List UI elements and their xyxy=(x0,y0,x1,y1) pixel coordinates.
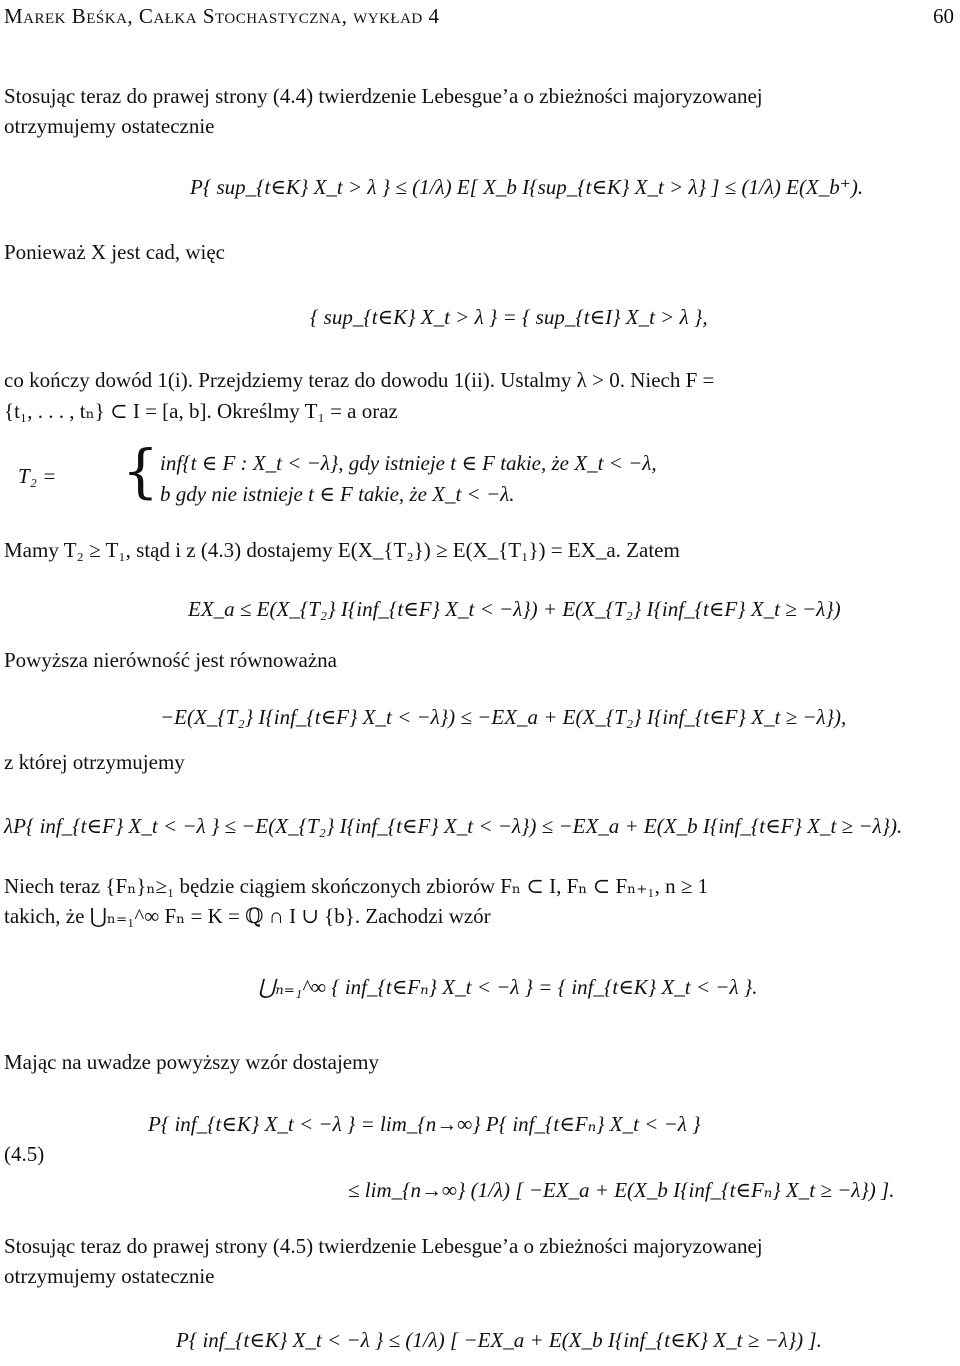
equation-lambda-p: λP{ inf_{t∈F} X_t < −λ } ≤ −E(X_{T₂} I{inf_{t∈F} X_t < −λ}) ≤ −EX_a + E(X_b I{inf_{t∈F} X_t ≥ −λ}). xyxy=(4,814,903,838)
paragraph-line: Stosując teraz do prawej strony (4.5) twierdzenie Lebesgue’a o zbieżności majoryzowanej xyxy=(4,1234,763,1258)
paragraph-line: takich, że ⋃ₙ₌₁^∞ Fₙ = K = ℚ ∩ I ∪ {b}. Zachodzi wzór xyxy=(4,904,491,928)
paragraph-line: otrzymujemy ostatecznie xyxy=(4,114,215,138)
paragraph-line: Mając na uwadze powyższy wzór dostajemy xyxy=(4,1050,379,1074)
equation-final: P{ inf_{t∈K} X_t < −λ } ≤ (1/λ) [ −EX_a + E(X_b I{inf_{t∈K} X_t ≥ −λ}) ]. xyxy=(176,1328,822,1352)
equation-limit-line1: P{ inf_{t∈K} X_t < −λ } = lim_{n→∞} P{ inf_{t∈Fₙ} X_t < −λ } xyxy=(148,1112,701,1136)
paragraph-line: Ponieważ X jest cad, więc xyxy=(4,240,226,264)
paragraph-line: Mamy T₂ ≥ T₁, stąd i z (4.3) dostajemy E(X_{T₂}) ≥ E(X_{T₁}) = EX_a. Zatem xyxy=(4,538,680,562)
page-number: 60 xyxy=(933,4,954,28)
paragraph-line: otrzymujemy ostatecznie xyxy=(4,1264,215,1288)
paragraph-line: Powyższa nierówność jest równoważna xyxy=(4,648,337,672)
equation-t2-lhs: T₂ = xyxy=(18,464,57,488)
equation-sup-bound: P{ sup_{t∈K} X_t > λ } ≤ (1/λ) E[ X_b I{sup_{t∈K} X_t > λ} ] ≤ (1/λ) E(X_b⁺). xyxy=(190,175,864,199)
equation-t2-case1: inf{t ∈ F : X_t < −λ}, gdy istnieje t ∈ F takie, że X_t < −λ, xyxy=(160,451,657,475)
equation-equivalent: −E(X_{T₂} I{inf_{t∈F} X_t < −λ}) ≤ −EX_a + E(X_{T₂} I{inf_{t∈F} X_t ≥ −λ}), xyxy=(160,705,847,729)
equation-expectation-split: EX_a ≤ E(X_{T₂} I{inf_{t∈F} X_t < −λ}) + E(X_{T₂} I{inf_{t∈F} X_t ≥ −λ}) xyxy=(188,597,841,621)
paragraph-line: co kończy dowód 1(i). Przejdziemy teraz do dowodu 1(ii). Ustalmy λ > 0. Niech F = xyxy=(4,368,715,392)
equation-sup-equality: { sup_{t∈K} X_t > λ } = { sup_{t∈I} X_t > λ }, xyxy=(310,305,708,329)
cases-brace: { xyxy=(122,437,159,505)
paragraph-line: Niech teraz {Fₙ}ₙ≥₁ będzie ciągiem skończonych zbiorów Fₙ ⊂ I, Fₙ ⊂ Fₙ₊₁, n ≥ 1 xyxy=(4,874,709,898)
equation-t2-case2: b gdy nie istnieje t ∈ F takie, że X_t < −λ. xyxy=(160,482,515,506)
paragraph-line: {t₁, . . . , tₙ} ⊂ I = [a, b]. Określmy T₁ = a oraz xyxy=(4,399,398,423)
paragraph-line: Stosując teraz do prawej strony (4.4) twierdzenie Lebesgue’a o zbieżności majoryzowanej xyxy=(4,84,763,108)
equation-limit-line2: ≤ lim_{n→∞} (1/λ) [ −EX_a + E(X_b I{inf_{t∈Fₙ} X_t ≥ −λ}) ]. xyxy=(348,1178,895,1202)
paragraph-line: z której otrzymujemy xyxy=(4,750,185,774)
running-header: Marek Beśka, Całka Stochastyczna, wykład 4 xyxy=(4,4,440,28)
equation-number: (4.5) xyxy=(4,1142,45,1166)
equation-union: ⋃ₙ₌₁^∞ { inf_{t∈Fₙ} X_t < −λ } = { inf_{t∈K} X_t < −λ }. xyxy=(258,975,758,999)
